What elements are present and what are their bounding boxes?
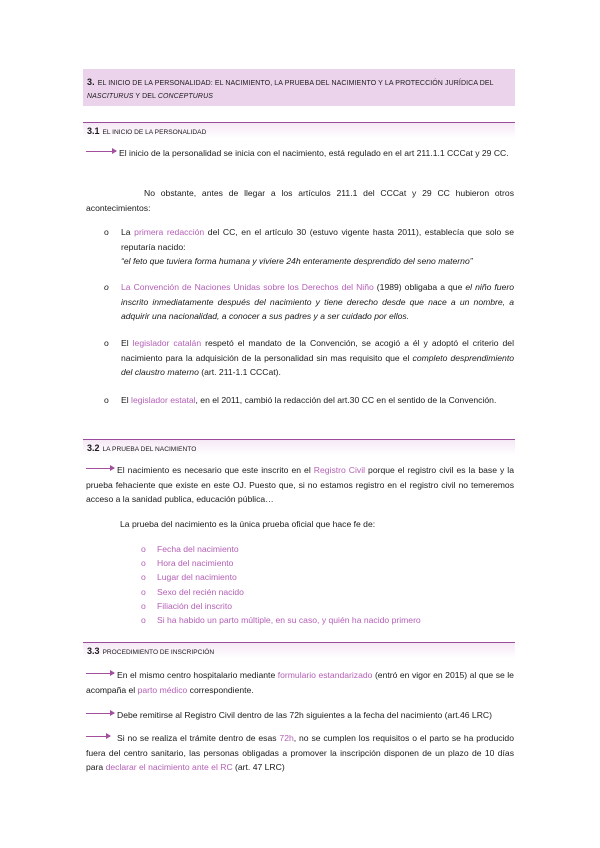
proof-list xyxy=(141,542,501,627)
text: La xyxy=(121,227,135,237)
bullet-marker: o xyxy=(141,572,146,583)
text: El nacimiento es necesario que este inscrito en el xyxy=(117,465,314,475)
text: correspondiente. xyxy=(187,684,254,695)
list-item xyxy=(104,280,514,324)
section-title-part: EL INICIO DE LA PERSONALIDAD: EL NACIMIENTO, LA PRUEBA DEL NACIMIENTO Y LA PROTECCIÓN JURÍDICA DEL xyxy=(97,80,494,87)
bullet-marker: o xyxy=(141,544,146,554)
bullet-marker: o xyxy=(104,338,109,348)
paragraph xyxy=(86,146,514,161)
list-item-text: Filiación del inscrito xyxy=(157,600,232,611)
subsection-title: PROCEDIMIENTO DE INSCRIPCIÓN xyxy=(102,649,215,656)
highlight-text: legislador catalán xyxy=(132,338,202,348)
list-item xyxy=(141,542,501,556)
list-item xyxy=(104,393,514,408)
text: respetó el mandato de la Convención, se acogió a él y adoptó el criterio del nacimiento para la adquisición de la personalidad sin mas requisito que el xyxy=(121,338,514,363)
section-title-nasciturus: NASCITURUS xyxy=(87,93,134,100)
list-item xyxy=(141,599,501,613)
text: (entró en vigor en 2015) al que se le acompaña el xyxy=(86,670,514,695)
subsection-3-2-header xyxy=(83,439,515,455)
bullet-marker: o xyxy=(141,586,146,597)
paragraph-text: No obstante, antes de llegar a los artículos 211.1 del CCCat y 29 CC hubieron otros acontecimientos: xyxy=(86,188,514,213)
paragraph xyxy=(86,463,514,507)
highlight-text: legislador estatal xyxy=(131,395,196,405)
highlight-text: formulario estandarizado xyxy=(277,670,373,680)
text: (art. 211-1.1 CCCat). xyxy=(198,367,281,378)
text: , en el 2011, cambió la redacción del art.30 CC en el sentido de la Convención. xyxy=(195,395,497,405)
highlight-text: primera redacción xyxy=(134,227,205,237)
subsection-title: EL INICIO DE LA PERSONALIDAD xyxy=(102,129,207,136)
subsection-number: 3.1 xyxy=(87,126,100,136)
subsection-title: LA PRUEBA DEL NACIMIENTO xyxy=(102,446,197,453)
highlight-text: parto médico xyxy=(137,684,188,695)
list-item xyxy=(141,585,501,599)
bullet-marker: o xyxy=(104,282,109,292)
arrow-icon xyxy=(86,151,116,153)
list-item xyxy=(104,336,514,380)
paragraph xyxy=(86,186,514,215)
section-title-part: Y DEL xyxy=(133,93,158,100)
list-item xyxy=(141,613,501,627)
list-item-text: Lugar del nacimiento xyxy=(157,572,237,583)
text: , no se cumplen los requisitos o el parto se ha producido fuera del centro sanitario, las personas obligadas a promover la inscripción disponen de un plazo de 10 días para xyxy=(86,733,514,773)
text: El xyxy=(121,338,133,348)
paragraph-text: La prueba del nacimiento es la única prueba oficial que hace fe de: xyxy=(120,519,376,529)
list-item-text: Si ha habido un parto múltiple, en su caso, y quién ha nacido primero xyxy=(157,615,421,626)
paragraph-text: Debe remitirse al Registro Civil dentro de las 72h siguientes a la fecha del nacimiento (art.46 LRC) xyxy=(117,710,492,720)
bullet-marker: o xyxy=(141,600,146,611)
section-3-header xyxy=(83,69,515,106)
subsection-3-1-header xyxy=(83,122,515,138)
list-item-text: Fecha del nacimiento xyxy=(157,544,239,554)
paragraph xyxy=(120,517,514,532)
list-item xyxy=(104,225,514,269)
arrow-icon xyxy=(86,673,114,675)
section-number: 3. xyxy=(87,77,95,87)
text: Si no se realiza el trámite dentro de esas xyxy=(117,733,280,743)
list-item xyxy=(141,570,501,584)
text: El xyxy=(121,395,132,405)
subsection-3-3-header xyxy=(83,642,515,658)
text: del CC, en el artículo 30 (estuvo vigente hasta 2011), establecía que solo se reputaría nacido: xyxy=(121,227,515,252)
italic-text: el niño fuero inscrito inmediatamente después del nacimiento y tiene derecho desde que nace a un nombre, a adquirir una nacionalidad, a conocer a sus padres y a ser cuidado por ellos. xyxy=(121,282,514,322)
arrow-icon xyxy=(86,468,114,470)
paragraph xyxy=(86,668,514,697)
italic-text: completo desprendimiento del claustro materno xyxy=(121,352,514,378)
paragraph xyxy=(86,731,514,775)
highlight-text: Registro Civil xyxy=(313,465,366,475)
bullet-marker: o xyxy=(141,615,146,626)
quote-text: “el feto que tuviera forma humana y viviere 24h enteramente desprendido del seno materno” xyxy=(121,256,473,267)
text: En el mismo centro hospitalario mediante xyxy=(117,670,278,680)
text: porque el registro civil es la base y la prueba fehaciente que existe en este OJ. Puesto que, si no estamos registro en el registro civil no temeremos acceso a la sanidad publica, educación pública… xyxy=(86,465,514,505)
bullet-marker: o xyxy=(104,227,109,237)
arrow-icon xyxy=(86,713,114,715)
list-item-text: Sexo del recién nacido xyxy=(157,586,244,597)
bullet-marker: o xyxy=(104,395,109,405)
text: (1989) obligaba a que xyxy=(373,282,466,292)
bullet-marker: o xyxy=(141,558,146,569)
text: (art. 47 LRC) xyxy=(232,762,285,773)
highlight-text: declarar el nacimiento ante el RC xyxy=(105,762,233,773)
list-item xyxy=(141,556,501,570)
paragraph xyxy=(86,708,514,723)
arrow-icon xyxy=(86,736,110,738)
subsection-number: 3.2 xyxy=(87,443,100,453)
list-item-text: Hora del nacimiento xyxy=(157,558,234,569)
highlight-text: La Convención de Naciones Unidas sobre los Derechos del Niño xyxy=(121,282,374,292)
paragraph-text: El inicio de la personalidad se inicia con el nacimiento, está regulado en el art 211.1.1 CCCat y 29 CC. xyxy=(119,148,509,158)
highlight-text: 72h xyxy=(279,733,294,743)
subsection-number: 3.3 xyxy=(87,646,100,656)
section-title-concepturus: CONCEPTURUS xyxy=(157,93,213,100)
